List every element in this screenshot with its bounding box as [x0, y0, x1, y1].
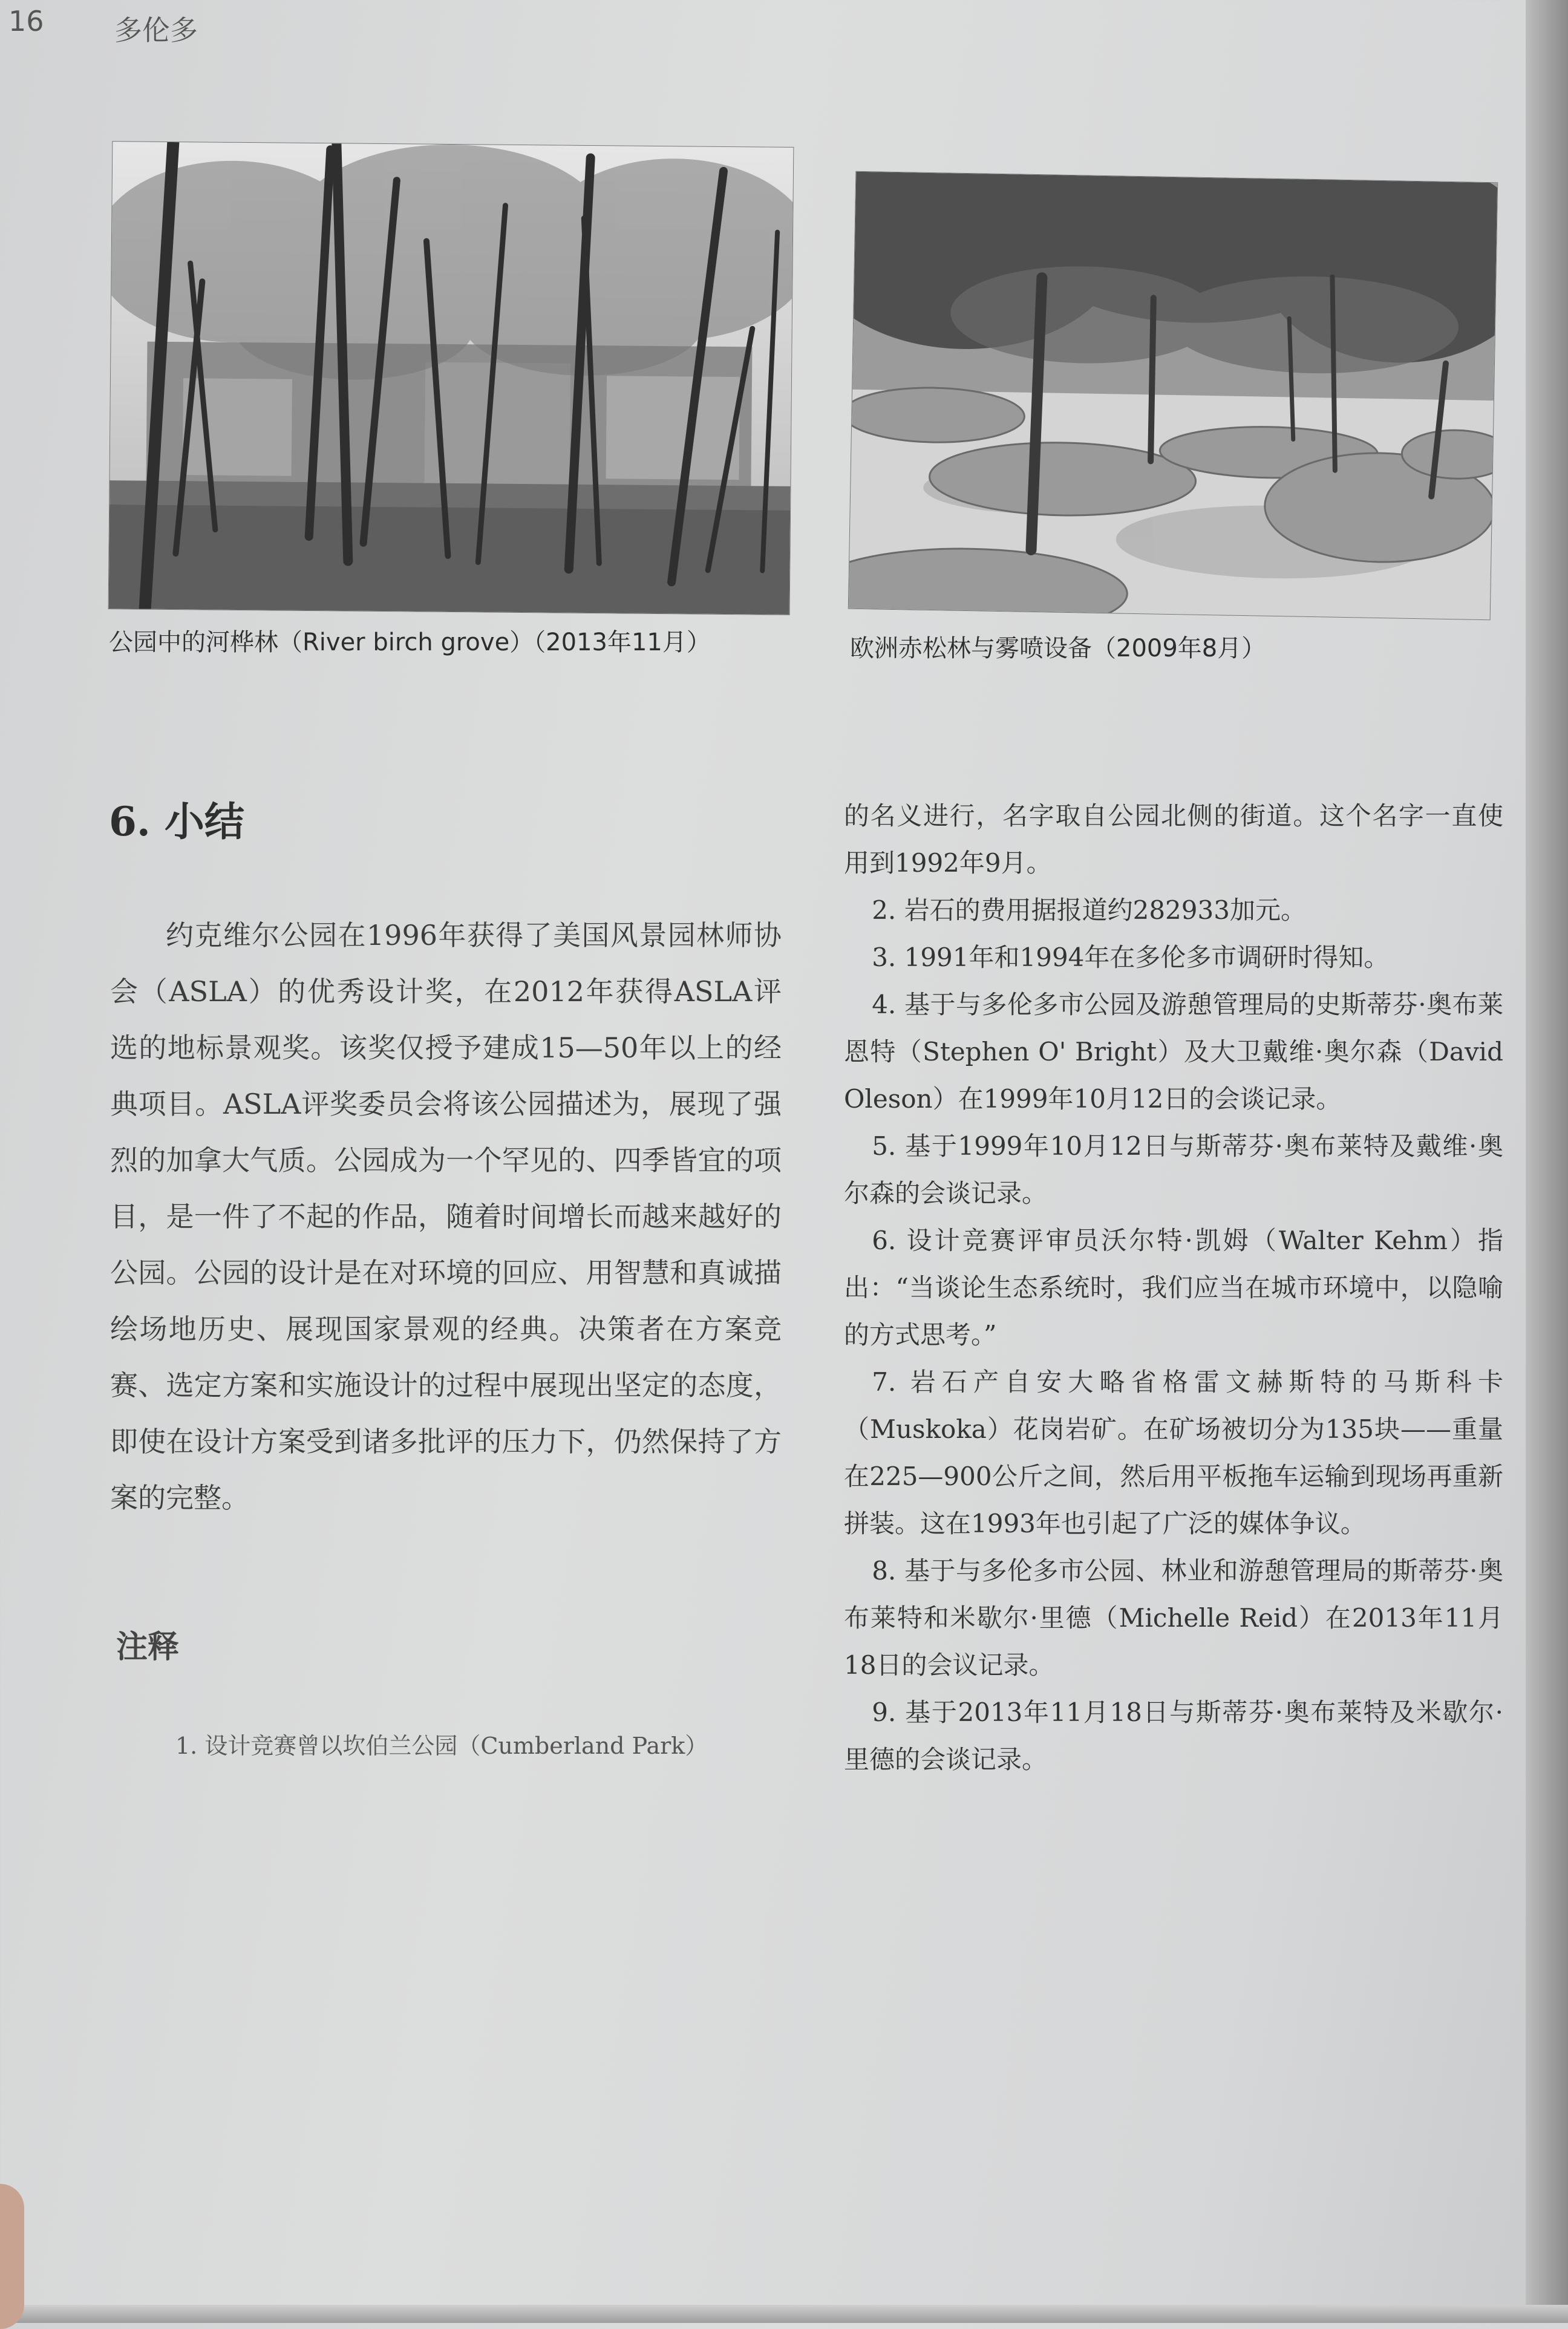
page-number: 16: [8, 5, 44, 38]
notes-title: 注释: [116, 1628, 180, 1665]
figure-caption-left: 公园中的河桦林（River birch grove）（2013年11月）: [109, 629, 711, 656]
figure-caption-right: 欧洲赤松林与雾喷设备（2009年8月）: [850, 635, 1266, 662]
thumb: [0, 2184, 24, 2329]
note-item-6: 6. 设计竞赛评审员沃尔特·凯姆（Walter Kehm）指出：“当谈论生态系统时，我们应当在城市环境中，以隐喻的方式思考。”: [844, 1226, 1503, 1350]
photo-scots-pine-grove: [848, 171, 1498, 620]
section-body: 约克维尔公园在1996年获得了美国风景园林师协会（ASLA）的优秀设计奖，在2012年获得ASLA评选的地标景观奖。该奖仅授予建成15—50年以上的经典项目。ASLA评奖委员会将该公园描述为，展现了强烈的加拿大气质。公园成为一个罕见的、四季皆宜的项目，是一件了不起的作品，随着时间增长而越来越好的公园。公园的设计是在对环境的回应、用智慧和真诚描绘场地历史、展现国家景观的经典。决策者在方案竞赛、选定方案和实施设计的过程中展现出坚定的态度，即使在设计方案受到诸多批评的压力下，仍然保持了方案的完整。: [110, 919, 782, 1514]
page-bottom-edge: [0, 2305, 1568, 2323]
note-item-7: 7. 岩石产自安大略省格雷文赫斯特的马斯科卡（Muskoka）花岗岩矿。在矿场被切分为135块——重量在225—900公斤之间，然后用平板拖车运输到现场再重新拼装。这在1993年也引起了广泛的媒体争议。: [844, 1367, 1503, 1538]
page-edge: [1526, 0, 1568, 2323]
notes-right-column: [844, 792, 1503, 1783]
section-title: 6. 小结: [109, 798, 244, 845]
note-item-1-continued: 的名义进行，名字取自公园北侧的街道。这个名字一直使用到1992年9月。: [844, 801, 1503, 878]
note-item-8: 8. 基于与多伦多市公园、林业和游憩管理局的斯蒂芬·奥布莱特和米歇尔·里德（Michelle Reid）在2013年11月18日的会议记录。: [844, 1556, 1503, 1680]
note-item-3: 3. 1991年和1994年在多伦多市调研时得知。: [872, 942, 1390, 972]
note-item-5: 5. 基于1999年10月12日与斯蒂芬·奥布莱特及戴维·奥尔森的会谈记录。: [844, 1131, 1503, 1208]
photo-river-birch-grove: [108, 141, 794, 615]
note-item-9: 9. 基于2013年11月18日与斯蒂芬·奥布莱特及米歇尔·里德的会谈记录。: [844, 1697, 1503, 1774]
running-title: 多伦多: [114, 14, 198, 47]
note-item-1: 1. 设计竞赛曾以坎伯兰公园（Cumberland Park）: [175, 1733, 708, 1759]
note-item-4: 4. 基于与多伦多市公园及游憩管理局的史斯蒂芬·奥布莱恩特（Stephen O' Bright）及大卫戴维·奥尔森（David Oleson）在1999年10月12日的会谈记录。: [844, 990, 1503, 1114]
note-item-2: 2. 岩石的费用据报道约282933加元。: [872, 895, 1306, 925]
page-header: [8, 5, 198, 47]
